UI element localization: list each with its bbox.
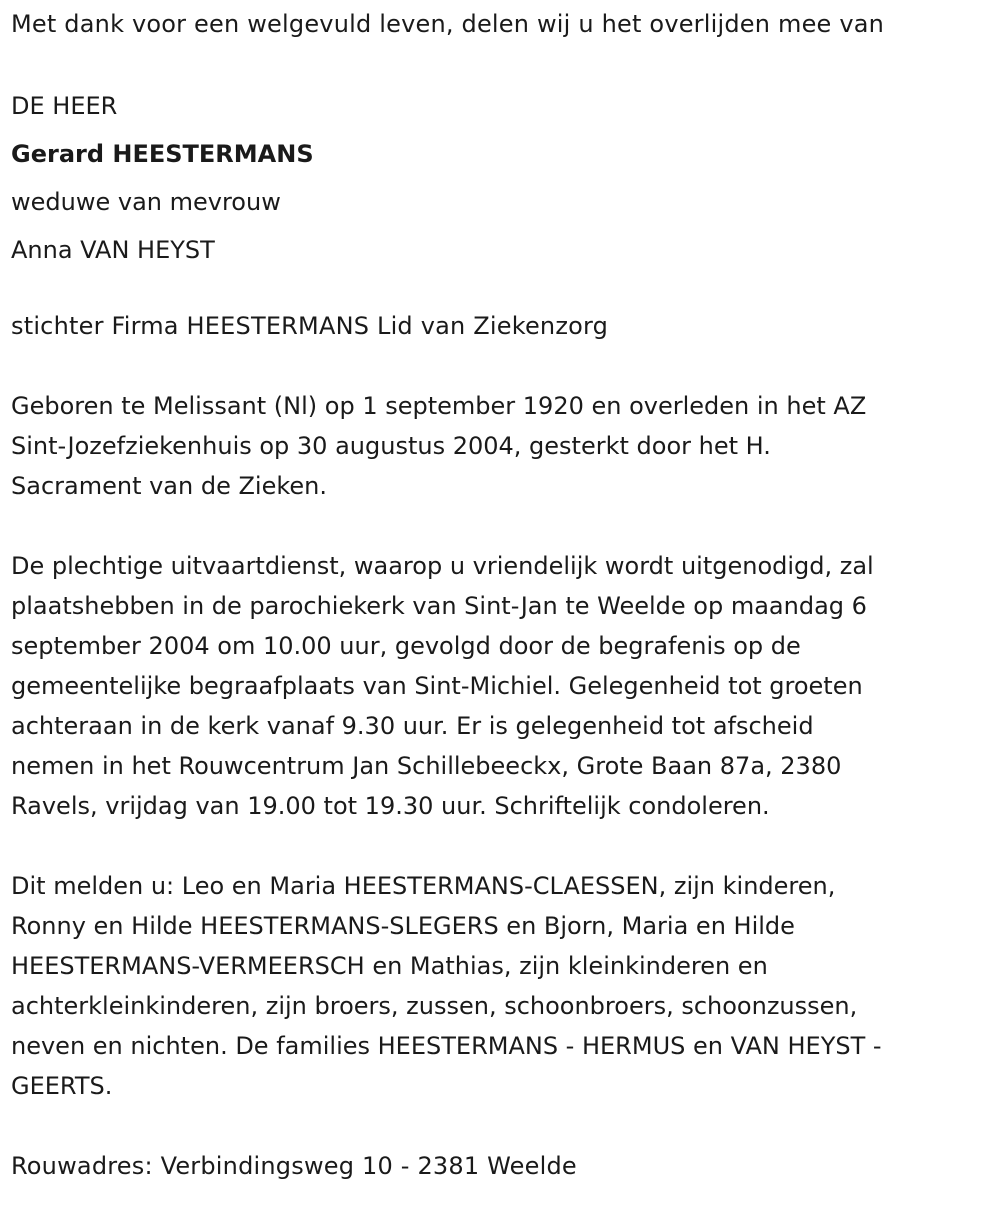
role-text: stichter Firma HEESTERMANS Lid van Ziekenzorg [11,312,609,340]
paragraph-line: Ronny en Hilde HEESTERMANS-SLEGERS en Bjorn, Maria en Hilde [11,912,795,940]
mourning-address: Rouwadres: Verbindingsweg 10 - 2381 Weelde [11,1152,577,1180]
paragraph-line: Sacrament van de Zieken. [11,472,328,500]
deceased-name: Gerard HEESTERMANS [11,140,314,168]
paragraph-line: nemen in het Rouwcentrum Jan Schillebeeckx, Grote Baan 87a, 2380 [11,752,842,780]
spouse-name: Anna VAN HEYST [11,236,215,264]
obituary-document [11,0,986,1186]
paragraph-line: Dit melden u: Leo en Maria HEESTERMANS-CLAESSEN, zijn kinderen, [11,872,836,900]
spacer [11,346,986,386]
paragraph-line: achteraan in de kerk vanaf 9.30 uur. Er is gelegenheid tot afscheid [11,712,814,740]
spacer [11,44,986,84]
paragraph-line: Ravels, vrijdag van 19.00 tot 19.30 uur. Schriftelijk condoleren. [11,792,770,820]
title-prefix: DE HEER [11,92,118,120]
paragraph-line: gemeentelijke begraafplaats van Sint-Michiel. Gelegenheid tot groeten [11,672,863,700]
paragraph-line: De plechtige uitvaartdienst, waarop u vriendelijk wordt uitgenodigd, zal [11,552,874,580]
spacer [11,826,986,866]
paragraph-line: Geboren te Melissant (Nl) op 1 september 1920 en overleden in het AZ [11,392,867,420]
birth-death-paragraph [11,386,986,506]
spacer [11,1106,986,1146]
paragraph-line: HEESTERMANS-VERMEERSCH en Mathias, zijn kleinkinderen en [11,952,768,980]
intro-text: Met dank voor een welgevuld leven, delen wij u het overlijden mee van [11,10,885,38]
paragraph-line: Sint-Jozefziekenhuis op 30 augustus 2004, gesterkt door het H. [11,432,771,460]
paragraph-line: GEERTS. [11,1072,113,1100]
paragraph-line: neven en nichten. De families HEESTERMANS - HERMUS en VAN HEYST - [11,1032,882,1060]
family-paragraph [11,866,986,1106]
spacer [11,506,986,546]
paragraph-line: achterkleinkinderen, zijn broers, zussen, schoonbroers, schoonzussen, [11,992,858,1020]
service-paragraph [11,546,986,826]
paragraph-line: september 2004 om 10.00 uur, gevolgd door de begrafenis op de [11,632,801,660]
paragraph-line: plaatshebben in de parochiekerk van Sint-Jan te Weelde op maandag 6 [11,592,867,620]
widow-of-text: weduwe van mevrouw [11,188,281,216]
spacer [11,274,986,306]
